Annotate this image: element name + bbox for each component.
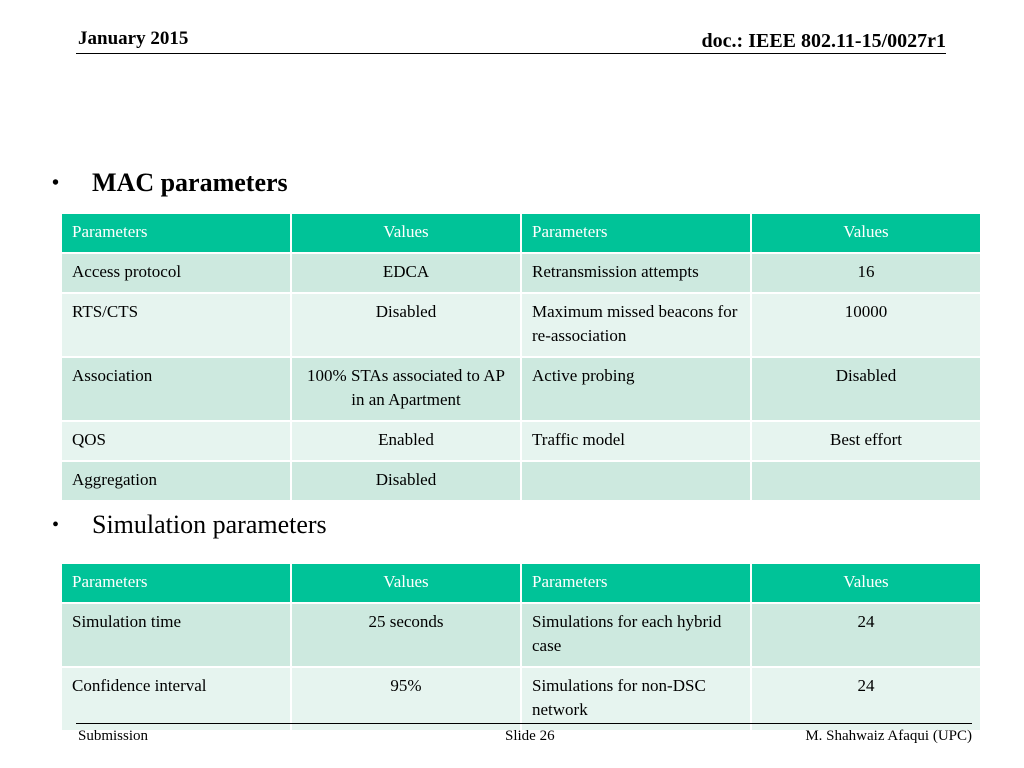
column-header: Parameters: [521, 563, 751, 603]
table-cell: Disabled: [291, 461, 521, 501]
header-divider: [76, 53, 946, 54]
table-cell: EDCA: [291, 253, 521, 293]
table-row: [61, 357, 981, 421]
footer-slide-number: Slide 26: [505, 728, 555, 744]
table-row: [61, 603, 981, 667]
table-cell: Retransmission attempts: [521, 253, 751, 293]
table-cell: 24: [751, 603, 981, 667]
table-header-row: [61, 563, 981, 603]
column-header: Values: [291, 213, 521, 253]
sim-section-title: Simulation parameters: [92, 510, 327, 539]
footer-divider: [76, 723, 972, 724]
table-cell: QOS: [61, 421, 291, 461]
column-header: Values: [751, 563, 981, 603]
table-cell: Maximum missed beacons for re-association: [521, 293, 751, 357]
table-cell: Simulations for each hybrid case: [521, 603, 751, 667]
footer-submission: Submission: [78, 728, 149, 744]
table-cell: Simulation time: [61, 603, 291, 667]
table-row: [61, 293, 981, 357]
column-header: Values: [291, 563, 521, 603]
column-header: Parameters: [521, 213, 751, 253]
table-cell: Disabled: [751, 357, 981, 421]
table-cell: Disabled: [291, 293, 521, 357]
table-cell: [751, 461, 981, 501]
table-cell: 10000: [751, 293, 981, 357]
table-cell: Aggregation: [61, 461, 291, 501]
mac-parameters-table: [60, 212, 982, 502]
table-cell: Active probing: [521, 357, 751, 421]
table-cell: [521, 461, 751, 501]
table-cell: RTS/CTS: [61, 293, 291, 357]
table-cell: 25 seconds: [291, 603, 521, 667]
simulation-parameters-table: [60, 562, 982, 732]
table-cell: Simulations for non-DSC network: [521, 667, 751, 731]
sim-section-heading: [52, 510, 327, 540]
header-date: January 2015: [78, 28, 189, 49]
bullet-icon: •: [52, 171, 60, 194]
table-cell: 95%: [291, 667, 521, 731]
table-cell: Best effort: [751, 421, 981, 461]
table-cell: Association: [61, 357, 291, 421]
table-cell: 24: [751, 667, 981, 731]
footer-author: M. Shahwaiz Afaqui (UPC): [805, 728, 972, 744]
mac-section-heading: [52, 168, 288, 198]
header-doc-id: doc.: IEEE 802.11-15/0027r1: [701, 30, 946, 52]
table-cell: 100% STAs associated to AP in an Apartment: [291, 357, 521, 421]
table-row: [61, 667, 981, 731]
table-cell: 16: [751, 253, 981, 293]
bullet-icon: •: [52, 513, 60, 536]
mac-section-title: MAC parameters: [92, 168, 288, 197]
column-header: Parameters: [61, 563, 291, 603]
table-cell: Access protocol: [61, 253, 291, 293]
table-cell: Enabled: [291, 421, 521, 461]
table-cell: Confidence interval: [61, 667, 291, 731]
table-header-row: [61, 213, 981, 253]
column-header: Values: [751, 213, 981, 253]
table-cell: Traffic model: [521, 421, 751, 461]
table-row: [61, 421, 981, 461]
table-row: [61, 253, 981, 293]
column-header: Parameters: [61, 213, 291, 253]
table-row: [61, 461, 981, 501]
